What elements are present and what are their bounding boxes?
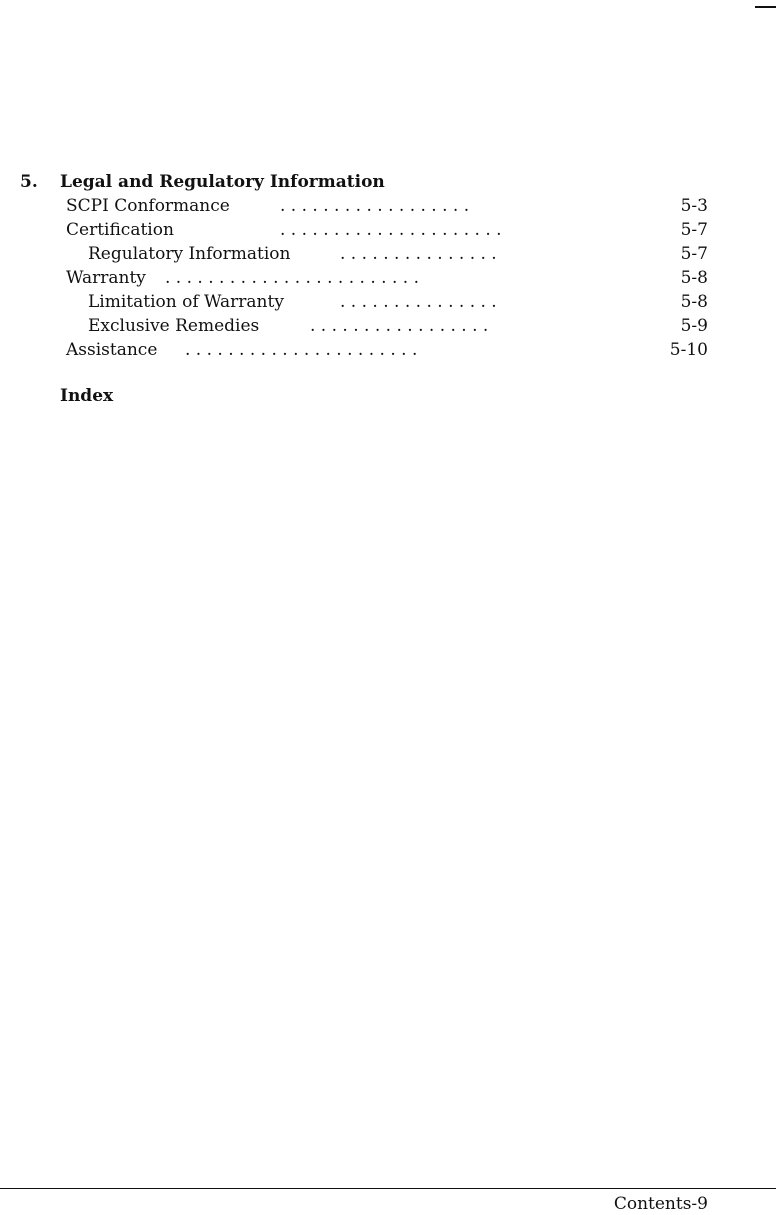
toc-entry-title: SCPI Conformance <box>66 196 230 216</box>
toc-chapter-5 <box>20 170 720 362</box>
toc-entry-scpi-conformance[interactable] <box>20 194 720 218</box>
toc-entry-title: Warranty <box>66 268 146 288</box>
toc-entry-limitation-of-warranty[interactable] <box>20 290 720 314</box>
footer-rule <box>0 1188 776 1189</box>
index-heading[interactable]: Index <box>60 386 114 406</box>
corner-rule <box>755 6 776 8</box>
toc-leader-dots: . . . . . . . . . . . . . . . . . <box>310 316 489 336</box>
toc-entry-certification[interactable] <box>20 218 720 242</box>
toc-entry-assistance[interactable] <box>20 338 720 362</box>
toc-entry-page: 5-10 <box>669 340 708 360</box>
toc-entry-page: 5-3 <box>680 196 708 216</box>
toc-leader-dots: . . . . . . . . . . . . . . . <box>340 292 497 312</box>
toc-entry-title: Limitation of Warranty <box>88 292 284 312</box>
chapter-title: Legal and Regulatory Information <box>60 172 385 192</box>
toc-leader-dots: . . . . . . . . . . . . . . . . . . . . . . . . <box>165 268 419 288</box>
toc-entry-title: Regulatory Information <box>88 244 291 264</box>
toc-entry-page: 5-8 <box>680 292 708 312</box>
toc-entry-title: Exclusive Remedies <box>88 316 260 336</box>
toc-entry-page: 5-7 <box>680 220 708 240</box>
toc-entry-regulatory-information[interactable] <box>20 242 720 266</box>
toc-entry-title: Certification <box>66 220 174 240</box>
toc-leader-dots: . . . . . . . . . . . . . . . . . . . . . <box>280 220 502 240</box>
toc-entry-page: 5-9 <box>680 316 708 336</box>
toc-leader-dots: . . . . . . . . . . . . . . . <box>340 244 497 264</box>
chapter-heading[interactable] <box>20 170 720 194</box>
toc-entry-page: 5-7 <box>680 244 708 264</box>
footer-page-label: Contents-9 <box>613 1194 708 1214</box>
toc-entry-list <box>20 194 720 362</box>
toc-entry-warranty[interactable] <box>20 266 720 290</box>
toc-leader-dots: . . . . . . . . . . . . . . . . . . <box>280 196 470 216</box>
toc-leader-dots: . . . . . . . . . . . . . . . . . . . . . . <box>185 340 418 360</box>
chapter-number: 5. <box>20 172 38 192</box>
toc-entry-exclusive-remedies[interactable] <box>20 314 720 338</box>
toc-entry-title: Assistance <box>66 340 158 360</box>
toc-entry-page: 5-8 <box>680 268 708 288</box>
